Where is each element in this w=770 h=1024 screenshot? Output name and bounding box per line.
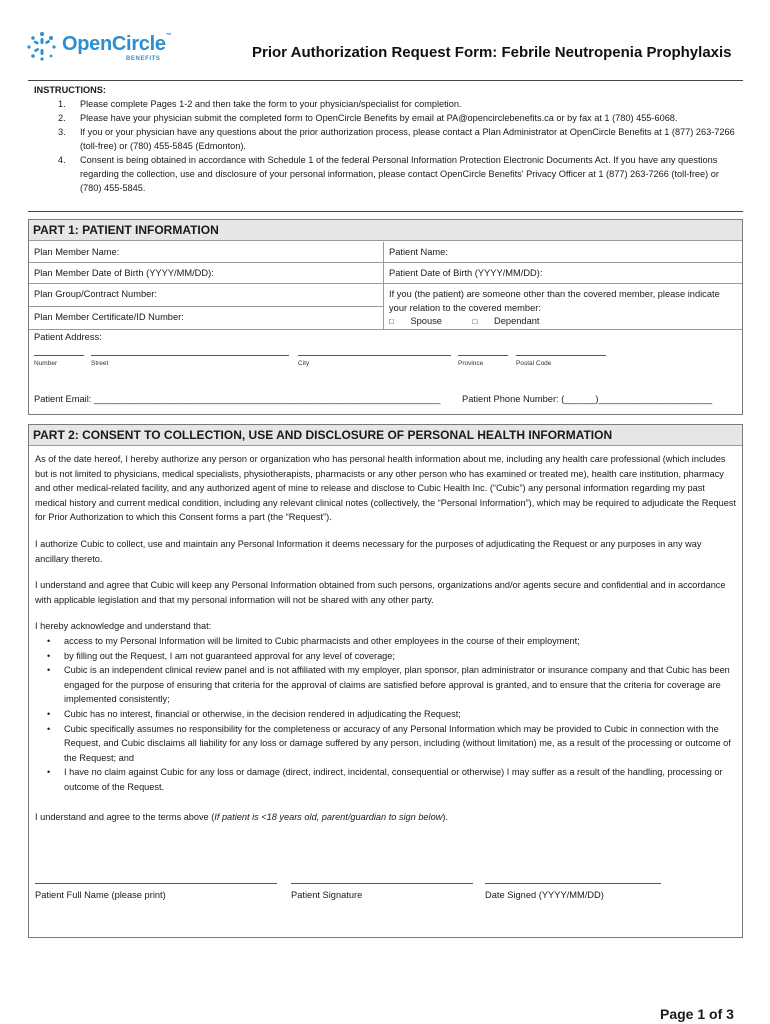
instruction-item: 3. If you or your physician have any questions about the prior authorization process, please contact a Plan Administrator at OpenCircle Benefits at 1 (877) 263-7266 (toll-free) or (780) 455-5845 (Edmonton). [58, 127, 735, 151]
checkbox-icon: □ [472, 317, 478, 326]
instruction-item: 4. Consent is being obtained in accordance with Schedule 1 of the federal Personal Information Protection Electronic Documents Act. If you have any questions regarding the collection, use and disclosure of your personal information, please contact OpenCircle Benefits' Privacy Officer at 1 (877) 263-7266 (toll-free) or (780) 455-5845. [58, 155, 719, 193]
list-item: • Cubic has no interest, financial or otherwise, in the decision rendered in adjudicating the Request; [35, 707, 736, 722]
address-label: Patient Address: [34, 332, 102, 342]
plan-member-name-field[interactable]: Plan Member Name: [29, 242, 384, 262]
dependant-checkbox[interactable]: □ Dependant [472, 316, 540, 326]
consent-paragraph: I understand and agree that Cubic will keep any Personal Information obtained from such persons, organizations and/or agents secure and confidential and in accordance with applicable legislation and that my personal information will not be shared with any other party. [35, 580, 726, 605]
list-item: • access to my Personal Information will be limited to Cubic pharmacists and other employees in the course of their employment; [35, 634, 736, 649]
patient-email-field[interactable]: Patient Email: ___________________________________________________________________ [34, 394, 441, 404]
patient-full-name-field[interactable]: Patient Full Name (please print) [35, 883, 277, 900]
page-number: Page 1 of 3 [660, 1006, 734, 1022]
address-postal-field[interactable]: Postal Code [516, 355, 606, 367]
agreement-statement: I understand and agree to the terms above (If patient is <18 years old, parent/guardian to sign below). [35, 812, 448, 823]
plan-member-cert-field[interactable]: Plan Member Certificate/ID Number: [34, 312, 184, 322]
address-fields [34, 355, 734, 385]
row-names [29, 242, 742, 263]
address-province-field[interactable]: Province [458, 355, 508, 367]
relation-cell [384, 284, 742, 329]
opencircle-logo [24, 30, 174, 66]
plan-member-dob-field[interactable]: Plan Member Date of Birth (YYYY/MM/DD): [29, 263, 384, 283]
patient-name-field[interactable]: Patient Name: [389, 247, 448, 257]
instructions-heading: INSTRUCTIONS: [34, 85, 106, 95]
address-number-field[interactable]: Number [34, 355, 84, 367]
relation-question: If you (the patient) are someone other than the covered member, please indicate your relation to the covered member: [389, 289, 720, 313]
relation-options [384, 316, 742, 326]
spouse-checkbox[interactable]: □ Spouse [389, 316, 442, 326]
part1-patient-information [28, 219, 743, 415]
bullet-icon: • [47, 665, 51, 676]
list-item: • by filling out the Request, I am not guaranteed approval for any level of coverage; [35, 649, 736, 664]
patient-signature-field[interactable]: Patient Signature [291, 883, 473, 900]
part2-heading: PART 2: CONSENT TO COLLECTION, USE AND DISCLOSURE OF PERSONAL HEALTH INFORMATION [29, 425, 742, 446]
patient-dob-field[interactable]: Patient Date of Birth (YYYY/MM/DD): [389, 268, 543, 278]
bullet-icon: • [47, 723, 51, 734]
instruction-item: 2. Please have your physician submit the completed form to OpenCircle Benefits by email at PA@opencirclebenefits.ca or by fax at 1 (780) 455-6068. [58, 113, 678, 123]
address-city-field[interactable]: City [298, 355, 451, 367]
consent-paragraph: I authorize Cubic to collect, use and maintain any Personal Information it deems necessary for the purposes of adjudicating the Request or any purposes in any way ancillary thereto. [35, 538, 702, 564]
bullet-icon: • [47, 708, 51, 719]
row-plan-info [29, 284, 742, 330]
row-dob [29, 263, 742, 284]
instructions-list [34, 97, 737, 195]
consent-body [29, 446, 742, 825]
list-item: • I have no claim against Cubic for any loss or damage (direct, indirect, incidental, consequential or otherwise) I may suffer as a result of the handling, processing or outcome of the Request. [47, 767, 723, 792]
bullet-icon: • [47, 635, 51, 646]
instructions-block [28, 80, 743, 212]
part1-heading: PART 1: PATIENT INFORMATION [29, 220, 742, 241]
logo-subtitle: BENEFITS [126, 56, 161, 62]
consent-paragraph: I hereby acknowledge and understand that: [35, 621, 212, 632]
address-street-field[interactable]: Street [91, 355, 289, 367]
plan-info-cell [29, 284, 384, 329]
date-signed-field[interactable]: Date Signed (YYYY/MM/DD) [485, 883, 661, 900]
instruction-item: 1. Please complete Pages 1-2 and then take the form to your physician/specialist for completion. [58, 99, 462, 109]
list-item: • Cubic is an independent clinical review panel and is not affiliated with my employer, plan sponsor, plan administrator or insurance company and that Cubic has been engaged for the purpose of ensuring that criteria for the approval of claims are satisfied before approval is granted, and to ensure that the criteria for coverage are implemented consistently; [47, 665, 730, 705]
list-item: • Cubic specifically assumes no responsibility for the completeness or accuracy of any Personal Information which may be provided to Cubic in connection with the Request, and Cubic disclaims all liability for any loss or damage suffered by any person, including (without limitation) me, as a result of the processing or outcome of the Request; and [47, 723, 731, 763]
plan-group-field[interactable]: Plan Group/Contract Number: [29, 284, 383, 307]
bullet-icon: • [47, 650, 51, 661]
logo-wordmark: OpenCircle™ [62, 33, 172, 55]
acknowledgement-list [35, 634, 736, 795]
patient-phone-field[interactable]: Patient Phone Number: (______)______________________ [462, 394, 713, 404]
checkbox-icon: □ [389, 317, 394, 326]
bullet-icon: • [47, 767, 51, 778]
part2-consent [28, 424, 743, 938]
starburst-icon [24, 30, 60, 62]
consent-paragraph: As of the date hereof, I hereby authorize any person or organization who has personal health information about me, including any health care professional (which includes but is not limited to physicians, medical specialists, physiotherapists, pharmacists or any other person who has examined or treated me), health care institution, pharmacy and other medical-related facility, and any authorized agent of mine to release and disclose to Cubic Health Inc. (“Cubic”) any personal information regarding my past medical history and current medical condition, including any relevant clinical notes (collectively, the “Personal Information”), which may be required to adjudicate the Request for Prior Authorization to which this Consent forms a part (the “Request”). [35, 454, 736, 523]
document-title: Prior Authorization Request Form: Febrile Neutropenia Prophylaxis [252, 44, 732, 61]
